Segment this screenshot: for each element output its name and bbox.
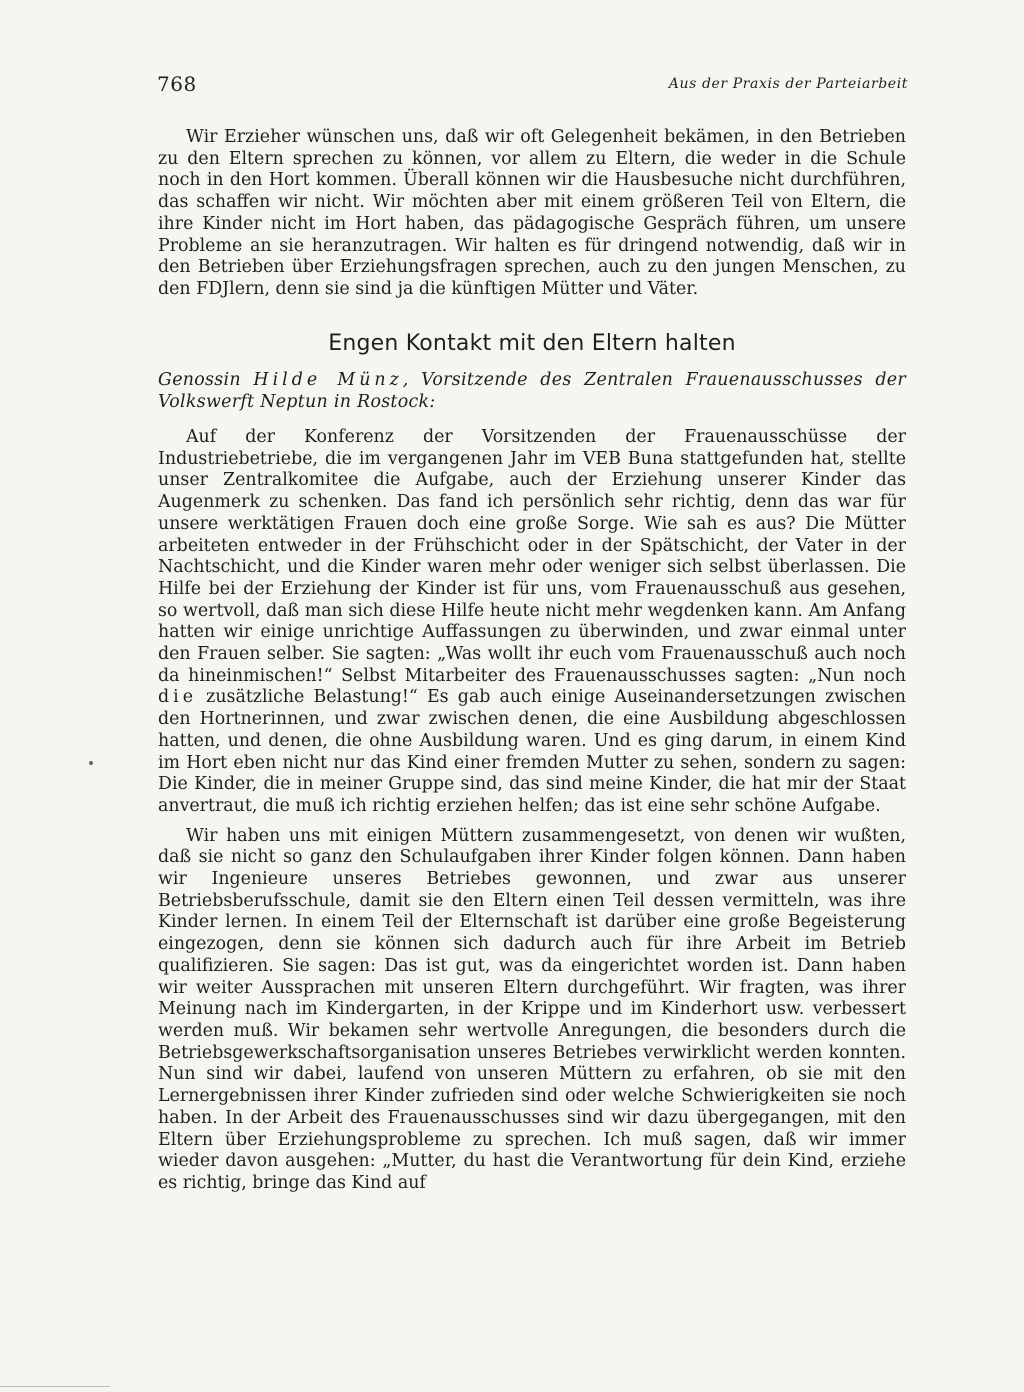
- paragraph-erzieher: Wir Erzieher wünschen uns, daß wir oft Gelegenheit bekämen, in den Betrieben zu den Eltern sprechen zu können, vor allem zu Eltern, die weder in die Schule noch in den Hort kommen. Überall können wir die Hausbesuche nicht durchführen, das schaffen wir nicht. Wir möchten aber mit einem größeren Teil von Eltern, die ihre Kinder nicht im Hort haben, das pädagogische Gespräch führen, um unsere Probleme an sie heranzutragen. Wir halten es für dringend notwendig, daß wir in den Betrieben über Erziehungsfragen sprechen, auch zu den jungen Menschen, zu den FDJlern, denn sie sind ja die künftigen Mütter und Väter.: [158, 127, 906, 299]
- speaker-attribution: [158, 370, 906, 413]
- main-text-block: [158, 427, 906, 1195]
- paragraph-konferenz-part1: Auf der Konferenz der Vorsitzenden der Frauenausschüsse der Industriebetriebe, die im vergangenen Jahr im VEB Buna stattgefunden hat, stellte unser Zentralkomitee die Aufgabe, auch der Erziehung unserer Kinder das Augenmerk zu schenken. Das fand ich persönlich sehr richtig, denn das war für unsere werktätigen Frauen doch eine große Sorge. Wie sah es aus? Die Mütter arbeiteten entweder in der Frühschicht oder in der Spätschicht, der Vater in der Nachtschicht, und die Kinder waren mehr oder weniger sich selbst überlassen. Die Hilfe bei der Erziehung der Kinder ist für uns, vom Frauenausschuß aus gesehen, so wertvoll, daß man sich diese Hilfe heute nicht mehr wegdenken kann. Am Anfang hatten wir einige unrichtige Auffassungen zu überwinden, und zwar einmal unter den Frauen selber. Sie sagten: „Was wollt ihr euch vom Frauenausschuß auch noch da hineinmischen!“ Selbst Mitarbeiter des Frauenausschusses sagten: „Nun noch: [158, 427, 906, 686]
- emphasis-die: die: [158, 687, 197, 708]
- section-heading: Engen Kontakt mit den Eltern halten: [328, 331, 736, 356]
- speaker-prefix: Genossin: [158, 370, 254, 390]
- intro-text-block: [158, 127, 906, 301]
- running-head: Aus der Praxis der Parteiarbeit: [668, 76, 908, 92]
- paragraph-muetter: Wir haben uns mit einigen Müttern zusammengesetzt, von denen wir wußten, daß sie nicht so ganz den Schulaufgaben ihrer Kinder folgen können. Dann haben wir Ingenieure unseres Betriebes gewonnen, und zwar aus unserer Betriebsberufsschule, damit sie den Eltern einen Teil dessen vermitteln, was ihre Kinder lernen. In einem Teil der Elternschaft ist darüber eine große Begeisterung eingezogen, denn sie können sich dadurch auch für ihre Arbeit im Betrieb qualifizieren. Sie sagen: Das ist gut, was da eingerichtet worden ist. Dann haben wir weiter Aussprachen mit unseren Eltern durchgeführt. Wir fragten, was ihrer Meinung nach im Kindergarten, in der Krippe und im Kinderhort usw. verbessert werden muß. Wir bekamen sehr wertvolle Anregungen, die besonders durch die Betriebsgewerkschaftsorganisation unseres Betriebes verwirklicht werden konnten. Nun sind wir dabei, laufend von unseren Müttern zu erfahren, ob sie mit den Lernergebnissen ihrer Kinder zufrieden sind oder welche Schwierigkeiten sie noch haben. In der Arbeit des Frauenausschusses sind wir dazu übergegangen, mit den Eltern über Erziehungsprobleme zu sprechen. Ich muß sagen, daß wir immer wieder davon ausgehen: „Mutter, du hast die Verantwortung für dein Kind, erziehe es richtig, bringe das Kind auf: [158, 825, 906, 1193]
- scan-speck: [89, 761, 93, 765]
- paragraph-konferenz-part2: zusätzliche Belastung!“ Es gab auch einige Auseinandersetzungen zwischen den Hortnerinnen, und zwar zwischen denen, die eine Ausbildung abgeschlossen hatten, und denen, die ohne Ausbildung waren. Und es ging darum, in einem Kind im Hort eben nicht nur das Kind einer fremden Mutter zu sehen, sondern zu sagen: Die Kinder, die in meiner Gruppe sind, das sind meine Kinder, die hat mir der Staat anvertraut, die muß ich richtig erziehen helfen; das ist eine sehr schöne Aufgabe.: [158, 687, 906, 816]
- scan-edge-rule: [0, 1386, 110, 1387]
- speaker-role: , Vorsitzende des Zentralen Frauenausschusses der Volkswerft Neptun in Rostock:: [158, 370, 906, 412]
- speaker-name: Hilde Münz: [253, 370, 403, 390]
- paragraph-konferenz: [158, 427, 906, 818]
- page-number: 768: [157, 72, 197, 96]
